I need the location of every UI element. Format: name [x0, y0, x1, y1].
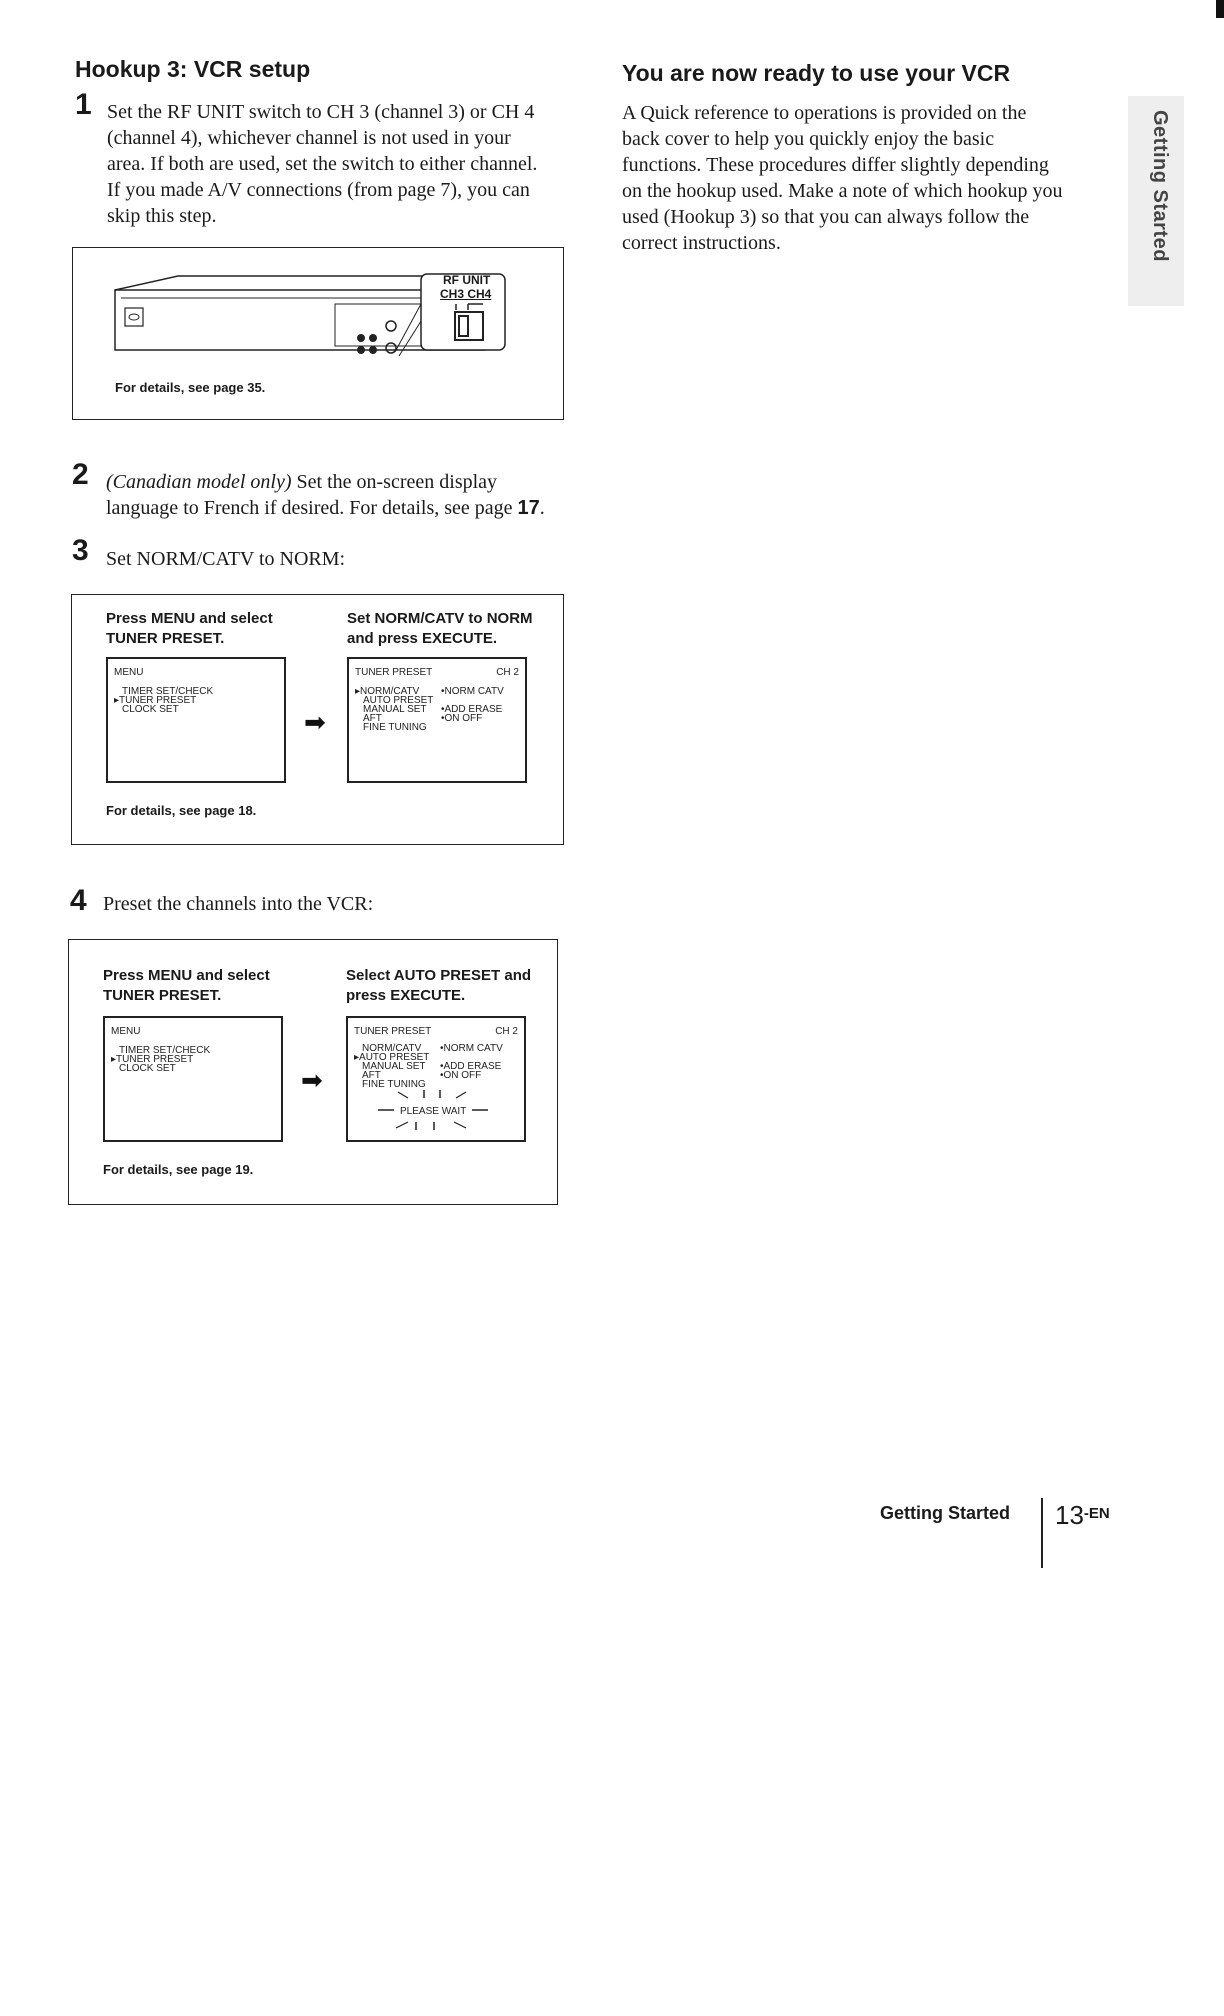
tuner-title: TUNER PRESET — [354, 1026, 432, 1037]
instruction-line: Set NORM/CATV to NORM — [347, 610, 533, 627]
tuner-item: FINE TUNING — [362, 1079, 426, 1090]
menu-item: ▸TUNER PRESET — [111, 1054, 194, 1065]
instruction-line: Press MENU and select — [103, 967, 270, 984]
menu-title: MENU — [114, 667, 144, 678]
tuner-channel: CH 2 — [495, 1026, 518, 1037]
channel-label: CH3 CH4 — [440, 287, 492, 301]
ready-text — [622, 100, 1122, 256]
figure-caption: For details, see page 18. — [106, 803, 257, 818]
tuner-options — [441, 687, 504, 723]
tuner-option: •NORM CATV — [441, 686, 504, 697]
tuner-item: NORM/CATV — [362, 1043, 422, 1054]
footer-page-number — [1055, 1500, 1110, 1531]
instruction-right — [346, 966, 531, 1006]
menu-list — [114, 687, 213, 714]
step2-text — [106, 469, 586, 521]
instruction-left — [106, 609, 273, 649]
step1-line: (channel 4), whichever channel is not used in your — [107, 127, 511, 149]
step2-line2: language to French if desired. For details, see page — [106, 497, 518, 519]
footer-divider — [1041, 1498, 1043, 1568]
instruction-left — [103, 966, 270, 1006]
step2-line1: Set the on-screen display — [291, 471, 498, 493]
instruction-line: and press EXECUTE. — [347, 630, 498, 647]
tuner-item: ▸NORM/CATV — [355, 686, 420, 697]
right-arrow-icon: ➡ — [301, 1066, 323, 1095]
instruction-line: TUNER PRESET. — [103, 987, 222, 1004]
rf-unit-label: RF UNIT — [443, 273, 491, 287]
tuner-item: MANUAL SET — [362, 1061, 426, 1072]
ready-line: back cover to help you quickly enjoy the basic — [622, 128, 995, 150]
ready-line: A Quick reference to operations is provided on the — [622, 102, 1027, 124]
menu-list — [111, 1046, 210, 1073]
hookup-heading: Hookup 3: VCR setup — [75, 56, 311, 82]
step1-text — [107, 99, 587, 229]
menu-item: ▸TUNER PRESET — [114, 695, 197, 706]
tuner-menu-items — [354, 1044, 429, 1089]
instruction-line: Press MENU and select — [106, 610, 273, 627]
step3-number: 3 — [72, 534, 89, 567]
step2-period: . — [539, 497, 545, 519]
step1-number: 1 — [75, 88, 92, 121]
step4-number: 4 — [70, 884, 87, 917]
tuner-option: •ADD ERASE — [440, 1061, 502, 1072]
step2-italic: (Canadian model only) — [106, 471, 292, 493]
step1-line: skip this step. — [107, 205, 217, 227]
auto-preset-figure — [68, 939, 558, 1205]
ready-line: functions. These procedures differ slightly depending — [622, 154, 1049, 176]
step3-text: Set NORM/CATV to NORM: — [106, 548, 346, 570]
instruction-right — [347, 609, 533, 649]
tuner-item: FINE TUNING — [363, 722, 427, 733]
menu-item: TIMER SET/CHECK — [122, 686, 214, 697]
tuner-option: •ON OFF — [441, 713, 483, 724]
page-suffix: -EN — [1083, 1505, 1110, 1522]
step1-line: area. If both are used, set the switch to either channel. — [107, 153, 538, 175]
section-side-tab-label: Getting Started — [1149, 110, 1171, 262]
tuner-item: MANUAL SET — [363, 704, 427, 715]
page-number: 13 — [1055, 1500, 1084, 1530]
vcr-rear-illustration — [73, 248, 563, 368]
norm-catv-figure — [71, 594, 564, 845]
instruction-line: Select AUTO PRESET and — [346, 967, 532, 984]
figure-caption: For details, see page 35. — [115, 380, 266, 395]
ready-line: on the hookup used. Make a note of which hookup you — [622, 180, 1063, 202]
menu-item: TIMER SET/CHECK — [119, 1045, 211, 1056]
tuner-preset-screen — [346, 1016, 526, 1142]
menu-screen — [106, 657, 286, 783]
tuner-option: •NORM CATV — [440, 1043, 503, 1054]
menu-item: CLOCK SET — [119, 1063, 176, 1074]
tuner-item: AFT — [362, 1070, 381, 1081]
tuner-option: •ON OFF — [440, 1070, 482, 1081]
page-edge-mark — [1216, 0, 1224, 18]
rf-unit-figure — [72, 247, 564, 420]
step4-text: Preset the channels into the VCR: — [103, 893, 374, 915]
ready-heading: You are now ready to use your VCR — [622, 60, 1011, 86]
tuner-options — [440, 1044, 503, 1080]
instruction-line: press EXECUTE. — [346, 987, 466, 1004]
footer-section: Getting Started — [880, 1503, 1011, 1523]
tuner-title: TUNER PRESET — [355, 667, 433, 678]
menu-title: MENU — [111, 1026, 141, 1037]
menu-item: CLOCK SET — [122, 704, 179, 715]
tuner-item: ▸AUTO PRESET — [354, 1052, 430, 1063]
step1-line: Set the RF UNIT switch to CH 3 (channel 3) or CH 4 — [107, 101, 535, 123]
right-arrow-icon: ➡ — [304, 708, 326, 737]
menu-screen — [103, 1016, 283, 1142]
tuner-option: •ADD ERASE — [441, 704, 503, 715]
please-wait-text: PLEASE WAIT — [400, 1106, 467, 1117]
tuner-item: AUTO PRESET — [363, 695, 434, 706]
step2-number: 2 — [72, 458, 89, 491]
tuner-menu-items — [355, 687, 433, 732]
tuner-preset-screen — [347, 657, 527, 783]
figure-caption: For details, see page 19. — [103, 1162, 254, 1177]
tuner-item: AFT — [363, 713, 382, 724]
ready-line: used (Hookup 3) so that you can always follow the — [622, 206, 1030, 228]
tuner-channel: CH 2 — [496, 667, 519, 678]
step1-line: If you made A/V connections (from page 7), you can — [107, 179, 530, 201]
instruction-line: TUNER PRESET. — [106, 630, 225, 647]
page-ref: 17 — [517, 497, 540, 519]
ready-line: correct instructions. — [622, 232, 781, 254]
